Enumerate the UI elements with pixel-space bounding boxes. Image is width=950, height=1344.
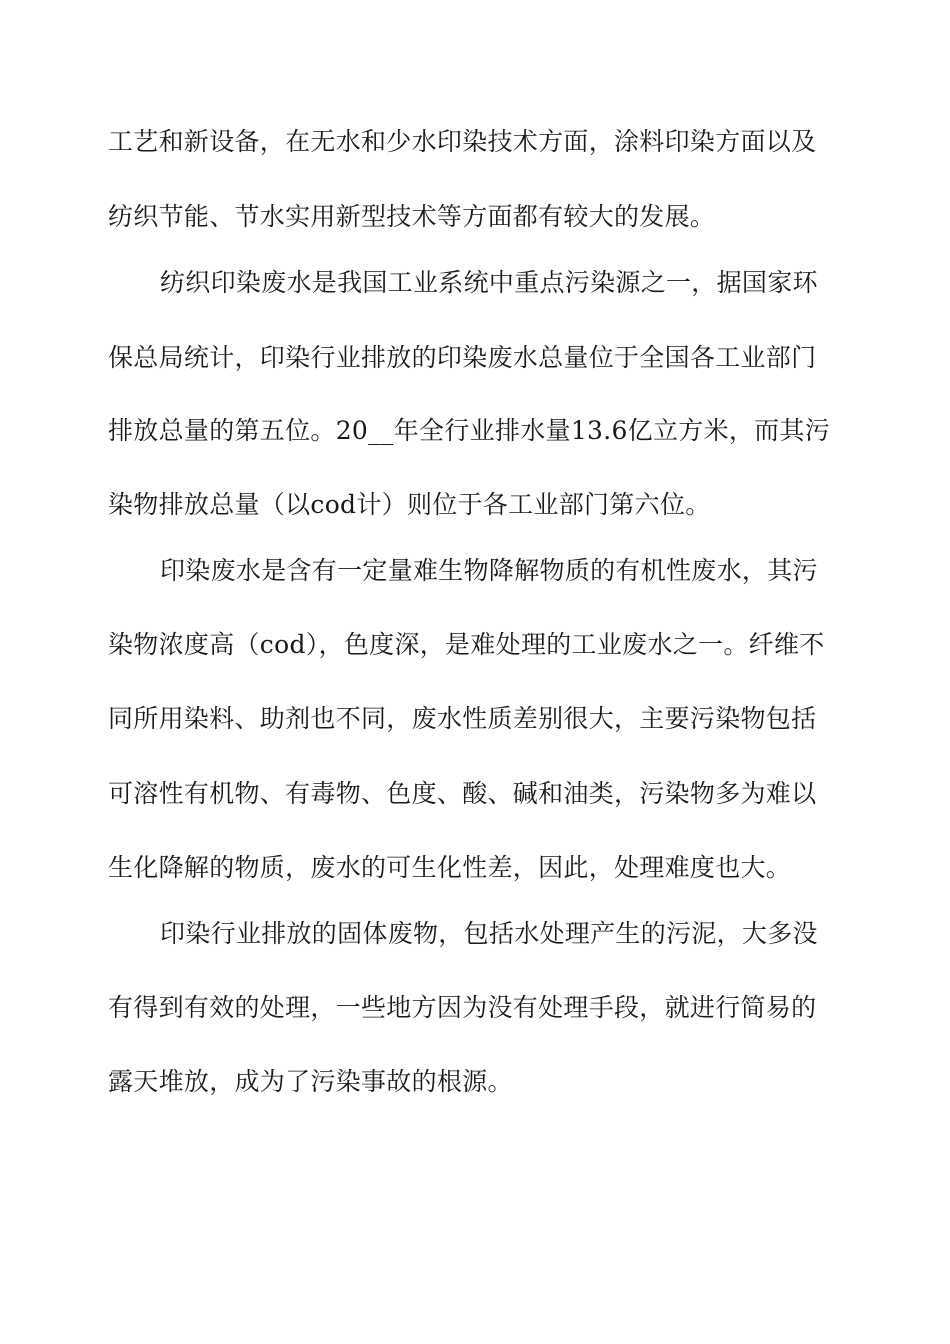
text-line: 染物浓度高（cod），色度深，是难处理的工业废水之一。纤维不 xyxy=(108,630,825,659)
text-line: 纺织节能、节水实用新型技术等方面都有较大的发展。 xyxy=(108,202,716,231)
text-line: 排放总量的第五位。20__年全行业排水量13.6亿立方米，而其污 xyxy=(108,416,831,445)
paragraph-start-line: 纺织印染废水是我国工业系统中重点污染源之一，据国家环 xyxy=(160,268,818,297)
paragraph-start-line: 印染废水是含有一定量难生物降解物质的有机性废水，其污 xyxy=(160,556,818,585)
text-line: 露天堆放，成为了污染事故的根源。 xyxy=(108,1067,513,1096)
text-line: 可溶性有机物、有毒物、色度、酸、碱和油类，污染物多为难以 xyxy=(108,779,817,808)
paragraph-start-line: 印染行业排放的固体废物，包括水处理产生的污泥，大多没 xyxy=(160,919,818,948)
text-line: 有得到有效的处理，一些地方因为没有处理手段，就进行简易的 xyxy=(108,993,817,1022)
text-line: 保总局统计，印染行业排放的印染废水总量位于全国各工业部门 xyxy=(108,343,817,372)
text-line: 工艺和新设备，在无水和少水印染技术方面，涂料印染方面以及 xyxy=(108,127,817,156)
text-line: 同所用染料、助剂也不同，废水性质差别很大，主要污染物包括 xyxy=(108,704,817,733)
text-line: 生化降解的物质，废水的可生化性差，因此，处理难度也大。 xyxy=(108,853,792,882)
text-line: 染物排放总量（以cod计）则位于各工业部门第六位。 xyxy=(108,490,711,519)
